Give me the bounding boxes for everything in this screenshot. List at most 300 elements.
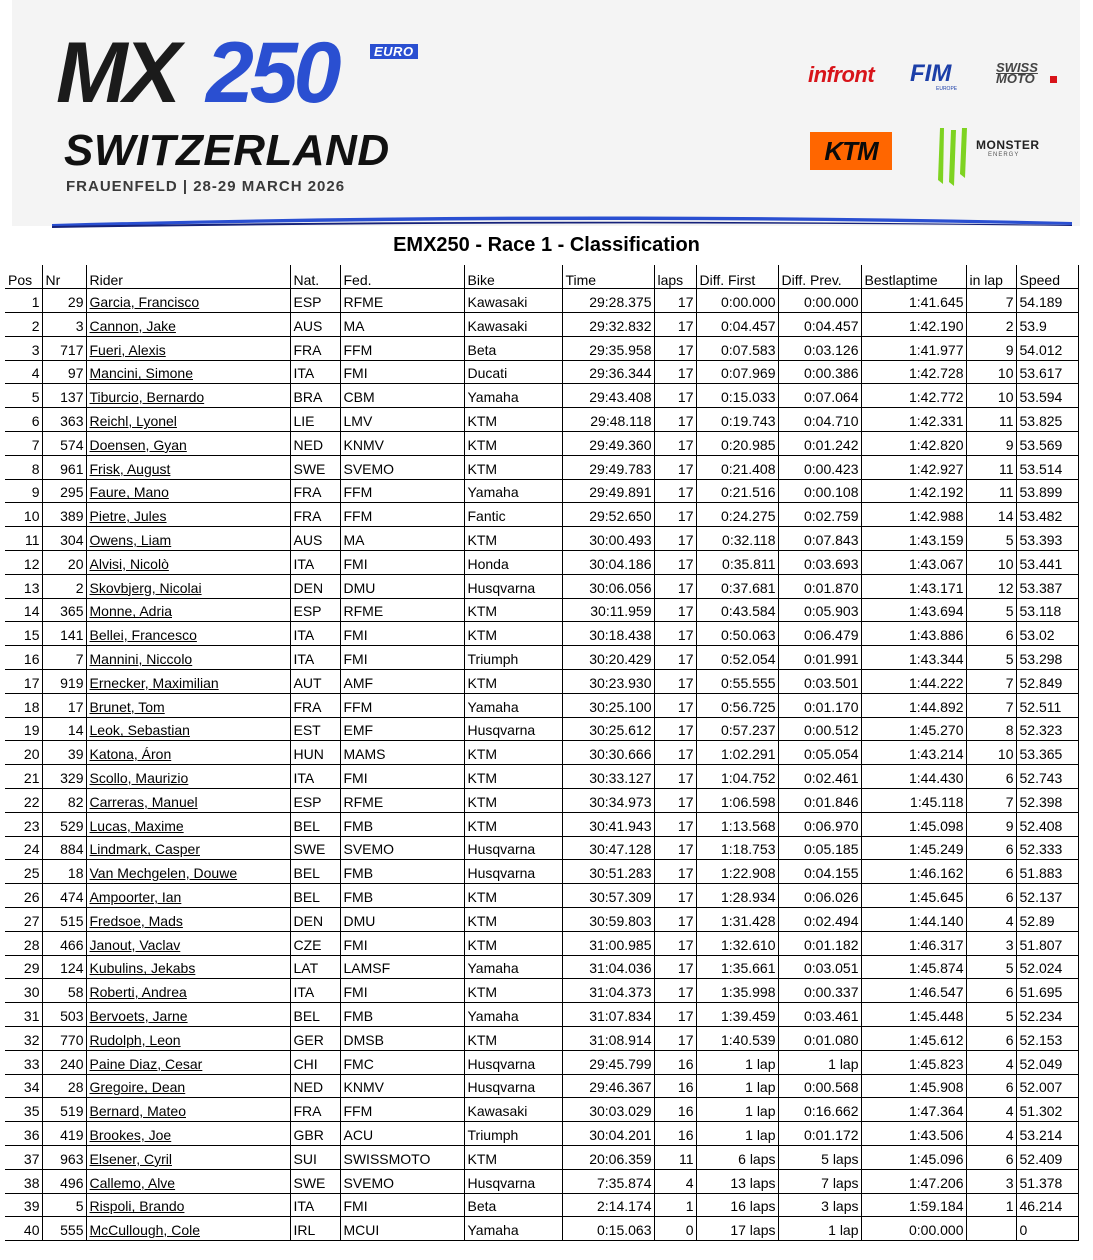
cell-pos: 5 (5, 384, 42, 408)
cell-time: 31:07.834 (562, 1003, 654, 1027)
cell-nr: 124 (42, 955, 86, 979)
cell-pos: 16 (5, 646, 42, 670)
cell-bike: Yamaha (464, 693, 562, 717)
cell-laps: 16 (654, 1098, 696, 1122)
cell-bestlaptime: 1:42.772 (861, 384, 966, 408)
cell-nat: ITA (290, 1193, 340, 1217)
col-header-speed[interactable]: Speed (1016, 265, 1078, 289)
cell-diff-first: 0:04.457 (696, 313, 778, 337)
cell-diff-first: 1:22.908 (696, 860, 778, 884)
cell-nat: ITA (290, 979, 340, 1003)
cell-time: 30:11.959 (562, 598, 654, 622)
cell-diff-prev: 0:00.568 (778, 1074, 861, 1098)
cell-nat: FRA (290, 693, 340, 717)
cell-speed: 54.012 (1016, 336, 1078, 360)
cell-pos: 4 (5, 360, 42, 384)
cell-rider[interactable]: Fredsoe, Mads (86, 908, 290, 932)
event-subtitle: FRAUENFELD | 28-29 MARCH 2026 (66, 178, 346, 195)
cell-diff-first: 13 laps (696, 1169, 778, 1193)
table-row[interactable] (5, 1169, 1078, 1193)
cell-rider[interactable]: Lindmark, Casper (86, 836, 290, 860)
cell-pos: 12 (5, 551, 42, 575)
cell-nat: ITA (290, 646, 340, 670)
cell-speed: 53.298 (1016, 646, 1078, 670)
cell-laps: 17 (654, 646, 696, 670)
fim-logo-sub: EUROPE (936, 86, 958, 92)
cell-fed: RFME (340, 289, 464, 313)
cell-fed: FMI (340, 622, 464, 646)
cell-fed: DMSB (340, 1027, 464, 1051)
cell-diff-prev: 0:03.693 (778, 551, 861, 575)
cell-pos: 38 (5, 1169, 42, 1193)
cell-in-lap: 6 (966, 1074, 1016, 1098)
cell-speed: 52.007 (1016, 1074, 1078, 1098)
table-row[interactable] (5, 789, 1078, 813)
cell-nat: SUI (290, 1145, 340, 1169)
cell-bestlaptime: 1:45.096 (861, 1145, 966, 1169)
cell-speed: 52.333 (1016, 836, 1078, 860)
cell-diff-prev: 0:04.155 (778, 860, 861, 884)
cell-bestlaptime: 1:47.364 (861, 1098, 966, 1122)
cell-laps: 17 (654, 860, 696, 884)
col-header-diff-prev[interactable]: Diff. Prev. (778, 265, 861, 289)
fim-logo: FIM (910, 60, 952, 87)
table-row[interactable] (5, 670, 1078, 694)
col-header-time[interactable]: Time (562, 265, 654, 289)
cell-rider[interactable]: Skovbjerg, Nicolai (86, 574, 290, 598)
cell-rider[interactable]: Roberti, Andrea (86, 979, 290, 1003)
cell-speed: 52.743 (1016, 765, 1078, 789)
cell-rider[interactable]: Callemo, Alve (86, 1169, 290, 1193)
cell-in-lap: 3 (966, 931, 1016, 955)
cell-diff-first: 0:15.033 (696, 384, 778, 408)
cell-diff-prev: 0:05.054 (778, 741, 861, 765)
table-row[interactable] (5, 479, 1078, 503)
cell-nr: 389 (42, 503, 86, 527)
col-header-nat[interactable]: Nat. (290, 265, 340, 289)
cell-bike: KTM (464, 789, 562, 813)
cell-bike: KTM (464, 670, 562, 694)
cell-laps: 17 (654, 979, 696, 1003)
cell-fed: FMI (340, 360, 464, 384)
cell-nat: FRA (290, 1098, 340, 1122)
cell-pos: 17 (5, 670, 42, 694)
table-row[interactable] (5, 908, 1078, 932)
table-row[interactable] (5, 622, 1078, 646)
cell-rider[interactable]: Cannon, Jake (86, 313, 290, 337)
cell-rider[interactable]: Bellei, Francesco (86, 622, 290, 646)
cell-nat: SWE (290, 1169, 340, 1193)
cell-fed: FMI (340, 931, 464, 955)
cell-pos: 22 (5, 789, 42, 813)
cell-rider[interactable]: Rudolph, Leon (86, 1027, 290, 1051)
cell-speed: 51.695 (1016, 979, 1078, 1003)
col-header-in-lap[interactable]: in lap (966, 265, 1016, 289)
cell-speed: 53.9 (1016, 313, 1078, 337)
cell-diff-first: 16 laps (696, 1193, 778, 1217)
cell-bike: Husqvarna (464, 717, 562, 741)
col-header-rider[interactable]: Rider (86, 265, 290, 289)
monster-energy-logo (932, 126, 1056, 188)
cell-bestlaptime: 1:45.270 (861, 717, 966, 741)
table-row[interactable] (5, 860, 1078, 884)
table-row[interactable] (5, 693, 1078, 717)
cell-diff-prev: 0:01.182 (778, 931, 861, 955)
cell-diff-first: 0:35.811 (696, 551, 778, 575)
cell-fed: KNMV (340, 1074, 464, 1098)
cell-diff-first: 0:21.516 (696, 479, 778, 503)
cell-rider[interactable]: Kubulins, Jekabs (86, 955, 290, 979)
cell-speed: 52.049 (1016, 1050, 1078, 1074)
table-row[interactable] (5, 884, 1078, 908)
cell-diff-prev: 0:02.494 (778, 908, 861, 932)
cell-nr: 39 (42, 741, 86, 765)
table-row[interactable] (5, 741, 1078, 765)
cell-nr: 295 (42, 479, 86, 503)
cell-fed: DMU (340, 574, 464, 598)
cell-diff-first: 0:55.555 (696, 670, 778, 694)
cell-rider[interactable]: Rispoli, Brando (86, 1193, 290, 1217)
mx250-logo (56, 38, 416, 110)
cell-bike: Triumph (464, 1122, 562, 1146)
cell-bestlaptime: 1:46.317 (861, 931, 966, 955)
table-row[interactable] (5, 336, 1078, 360)
cell-in-lap (966, 1217, 1016, 1241)
table-row[interactable] (5, 1027, 1078, 1051)
cell-rider[interactable]: Scollo, Maurizio (86, 765, 290, 789)
table-row[interactable] (5, 1193, 1078, 1217)
table-row[interactable] (5, 551, 1078, 575)
cell-time: 30:00.493 (562, 527, 654, 551)
cell-diff-first: 1 lap (696, 1098, 778, 1122)
table-row[interactable] (5, 646, 1078, 670)
cell-diff-prev: 7 laps (778, 1169, 861, 1193)
cell-laps: 1 (654, 1193, 696, 1217)
cell-rider[interactable]: Katona, Áron (86, 741, 290, 765)
table-row[interactable] (5, 455, 1078, 479)
cell-speed: 52.323 (1016, 717, 1078, 741)
cell-bestlaptime: 1:47.206 (861, 1169, 966, 1193)
cell-in-lap: 9 (966, 336, 1016, 360)
cell-diff-first: 17 laps (696, 1217, 778, 1241)
cell-time: 29:43.408 (562, 384, 654, 408)
cell-in-lap: 5 (966, 527, 1016, 551)
cell-bestlaptime: 1:42.190 (861, 313, 966, 337)
cell-pos: 9 (5, 479, 42, 503)
cell-fed: LMV (340, 408, 464, 432)
cell-nat: SWE (290, 836, 340, 860)
cell-nr: 503 (42, 1003, 86, 1027)
cell-laps: 17 (654, 1027, 696, 1051)
cell-diff-prev: 0:03.461 (778, 1003, 861, 1027)
cell-diff-first: 0:07.583 (696, 336, 778, 360)
table-row[interactable] (5, 289, 1078, 313)
col-header-fed[interactable]: Fed. (340, 265, 464, 289)
table-row[interactable] (5, 955, 1078, 979)
cell-rider[interactable]: Leok, Sebastian (86, 717, 290, 741)
cell-nat: ITA (290, 622, 340, 646)
table-row[interactable] (5, 1003, 1078, 1027)
table-row[interactable] (5, 812, 1078, 836)
cell-nr: 17 (42, 693, 86, 717)
cell-rider[interactable]: Brookes, Joe (86, 1122, 290, 1146)
col-header-diff-first[interactable]: Diff. First (696, 265, 778, 289)
table-row[interactable] (5, 1050, 1078, 1074)
cell-rider[interactable]: Faure, Mano (86, 479, 290, 503)
table-row[interactable] (5, 574, 1078, 598)
table-row[interactable] (5, 979, 1078, 1003)
cell-diff-prev: 0:16.662 (778, 1098, 861, 1122)
cell-fed: FFM (340, 693, 464, 717)
cell-speed: 52.024 (1016, 955, 1078, 979)
cell-fed: FMB (340, 1003, 464, 1027)
cell-time: 29:48.118 (562, 408, 654, 432)
cell-bestlaptime: 1:45.823 (861, 1050, 966, 1074)
cell-rider[interactable]: Monne, Adria (86, 598, 290, 622)
cell-diff-prev: 0:00.108 (778, 479, 861, 503)
cell-bike: KTM (464, 979, 562, 1003)
cell-fed: FMI (340, 765, 464, 789)
table-row[interactable] (5, 765, 1078, 789)
cell-time: 30:03.029 (562, 1098, 654, 1122)
cell-rider[interactable]: Mancini, Simone (86, 360, 290, 384)
col-header-laps[interactable]: laps (654, 265, 696, 289)
cell-nr: 329 (42, 765, 86, 789)
cell-bike: KTM (464, 432, 562, 456)
cell-rider[interactable]: Ernecker, Maximilian (86, 670, 290, 694)
table-row[interactable] (5, 408, 1078, 432)
cell-time: 30:23.930 (562, 670, 654, 694)
cell-diff-prev: 0:01.170 (778, 693, 861, 717)
cell-rider[interactable]: Bernard, Mateo (86, 1098, 290, 1122)
cell-in-lap: 10 (966, 551, 1016, 575)
cell-time: 31:04.373 (562, 979, 654, 1003)
table-row[interactable] (5, 503, 1078, 527)
cell-in-lap: 7 (966, 670, 1016, 694)
cell-speed: 51.378 (1016, 1169, 1078, 1193)
cell-in-lap: 6 (966, 1145, 1016, 1169)
table-row[interactable] (5, 432, 1078, 456)
cell-in-lap: 10 (966, 741, 1016, 765)
monster-name: MONSTER (976, 138, 1040, 152)
cell-bike: Triumph (464, 646, 562, 670)
col-header-bestlaptime[interactable]: Bestlaptime (861, 265, 966, 289)
cell-nat: ITA (290, 551, 340, 575)
col-header-bike[interactable]: Bike (464, 265, 562, 289)
cell-rider[interactable]: Elsener, Cyril (86, 1145, 290, 1169)
table-row[interactable] (5, 313, 1078, 337)
cell-nr: 363 (42, 408, 86, 432)
cell-fed: SVEMO (340, 455, 464, 479)
cell-laps: 17 (654, 670, 696, 694)
cell-nat: BEL (290, 860, 340, 884)
cell-laps: 16 (654, 1122, 696, 1146)
cell-fed: FMC (340, 1050, 464, 1074)
cell-rider[interactable]: Brunet, Tom (86, 693, 290, 717)
cell-diff-prev: 0:02.461 (778, 765, 861, 789)
table-row[interactable] (5, 836, 1078, 860)
table-row[interactable] (5, 1074, 1078, 1098)
cell-time: 29:49.360 (562, 432, 654, 456)
cell-bike: KTM (464, 408, 562, 432)
swiss-moto-line2: MOTO (996, 71, 1035, 86)
cell-rider[interactable]: Carreras, Manuel (86, 789, 290, 813)
cell-fed: FMB (340, 884, 464, 908)
cell-laps: 17 (654, 527, 696, 551)
cell-time: 29:32.832 (562, 313, 654, 337)
table-row[interactable] (5, 384, 1078, 408)
cell-speed: 53.594 (1016, 384, 1078, 408)
cell-rider[interactable]: Van Mechgelen, Douwe (86, 860, 290, 884)
results-body (5, 289, 1078, 1241)
cell-diff-first: 1:31.428 (696, 908, 778, 932)
cell-pos: 20 (5, 741, 42, 765)
cell-fed: RFME (340, 598, 464, 622)
cell-speed: 53.617 (1016, 360, 1078, 384)
cell-pos: 33 (5, 1050, 42, 1074)
cell-fed: MCUI (340, 1217, 464, 1241)
cell-speed: 53.482 (1016, 503, 1078, 527)
cell-bike: Yamaha (464, 955, 562, 979)
cell-nat: BEL (290, 812, 340, 836)
cell-bestlaptime: 1:43.506 (861, 1122, 966, 1146)
cell-nr: 20 (42, 551, 86, 575)
cell-bike: KTM (464, 455, 562, 479)
cell-bike: KTM (464, 622, 562, 646)
cell-time: 30:25.100 (562, 693, 654, 717)
cell-speed: 52.234 (1016, 1003, 1078, 1027)
cell-nr: 28 (42, 1074, 86, 1098)
cell-nr: 717 (42, 336, 86, 360)
cell-speed: 53.393 (1016, 527, 1078, 551)
table-row[interactable] (5, 1122, 1078, 1146)
table-row[interactable] (5, 360, 1078, 384)
cell-nat: FRA (290, 479, 340, 503)
cell-in-lap: 6 (966, 1027, 1016, 1051)
table-row[interactable] (5, 527, 1078, 551)
cell-bestlaptime: 1:46.547 (861, 979, 966, 1003)
cell-time: 30:41.943 (562, 812, 654, 836)
cell-rider[interactable]: Paine Diaz, Cesar (86, 1050, 290, 1074)
cell-nat: ESP (290, 789, 340, 813)
cell-rider[interactable]: Ampoorter, Ian (86, 884, 290, 908)
cell-time: 29:52.650 (562, 503, 654, 527)
cell-laps: 17 (654, 551, 696, 575)
cell-laps: 17 (654, 503, 696, 527)
cell-rider[interactable]: Garcia, Francisco (86, 289, 290, 313)
cell-fed: LAMSF (340, 955, 464, 979)
cell-speed: 51.883 (1016, 860, 1078, 884)
cell-pos: 23 (5, 812, 42, 836)
cell-laps: 17 (654, 908, 696, 932)
cell-diff-first: 1:32.610 (696, 931, 778, 955)
cell-rider[interactable]: Lucas, Maxime (86, 812, 290, 836)
cell-diff-first: 0:21.408 (696, 455, 778, 479)
cell-time: 30:20.429 (562, 646, 654, 670)
cell-time: 0:15.063 (562, 1217, 654, 1241)
cell-nat: GER (290, 1027, 340, 1051)
cell-rider[interactable]: Alvisi, Nicolò (86, 551, 290, 575)
cell-rider[interactable]: Pietre, Jules (86, 503, 290, 527)
monster-claw-icon (934, 126, 974, 188)
cell-rider[interactable]: Tiburcio, Bernardo (86, 384, 290, 408)
cell-nr: 519 (42, 1098, 86, 1122)
cell-laps: 16 (654, 1050, 696, 1074)
cell-pos: 40 (5, 1217, 42, 1241)
table-row[interactable] (5, 1145, 1078, 1169)
cell-pos: 10 (5, 503, 42, 527)
cell-diff-first: 6 laps (696, 1145, 778, 1169)
cell-rider[interactable]: Janout, Vaclav (86, 931, 290, 955)
cell-diff-prev: 0:01.870 (778, 574, 861, 598)
cell-nat: SWE (290, 455, 340, 479)
cell-diff-first: 0:07.969 (696, 360, 778, 384)
cell-nat: FRA (290, 503, 340, 527)
cell-laps: 17 (654, 1003, 696, 1027)
cell-in-lap: 5 (966, 646, 1016, 670)
cell-bike: Kawasaki (464, 313, 562, 337)
cell-nr: 18 (42, 860, 86, 884)
cell-rider[interactable]: Gregoire, Dean (86, 1074, 290, 1098)
cell-bike: Husqvarna (464, 1169, 562, 1193)
cell-nr: 963 (42, 1145, 86, 1169)
cell-fed: SVEMO (340, 836, 464, 860)
cell-rider[interactable]: Mannini, Niccolo (86, 646, 290, 670)
cell-diff-first: 0:20.985 (696, 432, 778, 456)
cell-bike: KTM (464, 765, 562, 789)
col-header-nr[interactable]: Nr (42, 265, 86, 289)
cell-speed: 52.849 (1016, 670, 1078, 694)
cell-nr: 5 (42, 1193, 86, 1217)
table-row[interactable] (5, 717, 1078, 741)
cell-rider[interactable]: Frisk, August (86, 455, 290, 479)
cell-rider[interactable]: Bervoets, Jarne (86, 1003, 290, 1027)
table-row[interactable] (5, 1217, 1078, 1241)
cell-in-lap: 6 (966, 622, 1016, 646)
cell-nr: 141 (42, 622, 86, 646)
table-row[interactable] (5, 598, 1078, 622)
cell-fed: FFM (340, 336, 464, 360)
cell-rider[interactable]: Doensen, Gyan (86, 432, 290, 456)
cell-rider[interactable]: Reichl, Lyonel (86, 408, 290, 432)
cell-nat: ITA (290, 765, 340, 789)
cell-in-lap: 11 (966, 479, 1016, 503)
cell-time: 30:30.666 (562, 741, 654, 765)
col-header-pos[interactable]: Pos (5, 265, 42, 289)
cell-time: 29:35.958 (562, 336, 654, 360)
cell-time: 7:35.874 (562, 1169, 654, 1193)
cell-pos: 7 (5, 432, 42, 456)
cell-diff-first: 1 lap (696, 1122, 778, 1146)
cell-bestlaptime: 1:44.222 (861, 670, 966, 694)
cell-nat: ESP (290, 598, 340, 622)
cell-rider[interactable]: McCullough, Cole (86, 1217, 290, 1241)
swiss-moto-logo (996, 60, 1060, 90)
cell-bike: Ducati (464, 360, 562, 384)
cell-fed: DMU (340, 908, 464, 932)
table-row[interactable] (5, 931, 1078, 955)
mx250-logo-250: 250 (206, 38, 338, 110)
table-row[interactable] (5, 1098, 1078, 1122)
cell-pos: 32 (5, 1027, 42, 1051)
cell-bestlaptime: 1:43.171 (861, 574, 966, 598)
cell-bestlaptime: 1:45.448 (861, 1003, 966, 1027)
cell-nr: 240 (42, 1050, 86, 1074)
cell-bike: KTM (464, 1027, 562, 1051)
cell-rider[interactable]: Owens, Liam (86, 527, 290, 551)
cell-rider[interactable]: Fueri, Alexis (86, 336, 290, 360)
cell-pos: 26 (5, 884, 42, 908)
